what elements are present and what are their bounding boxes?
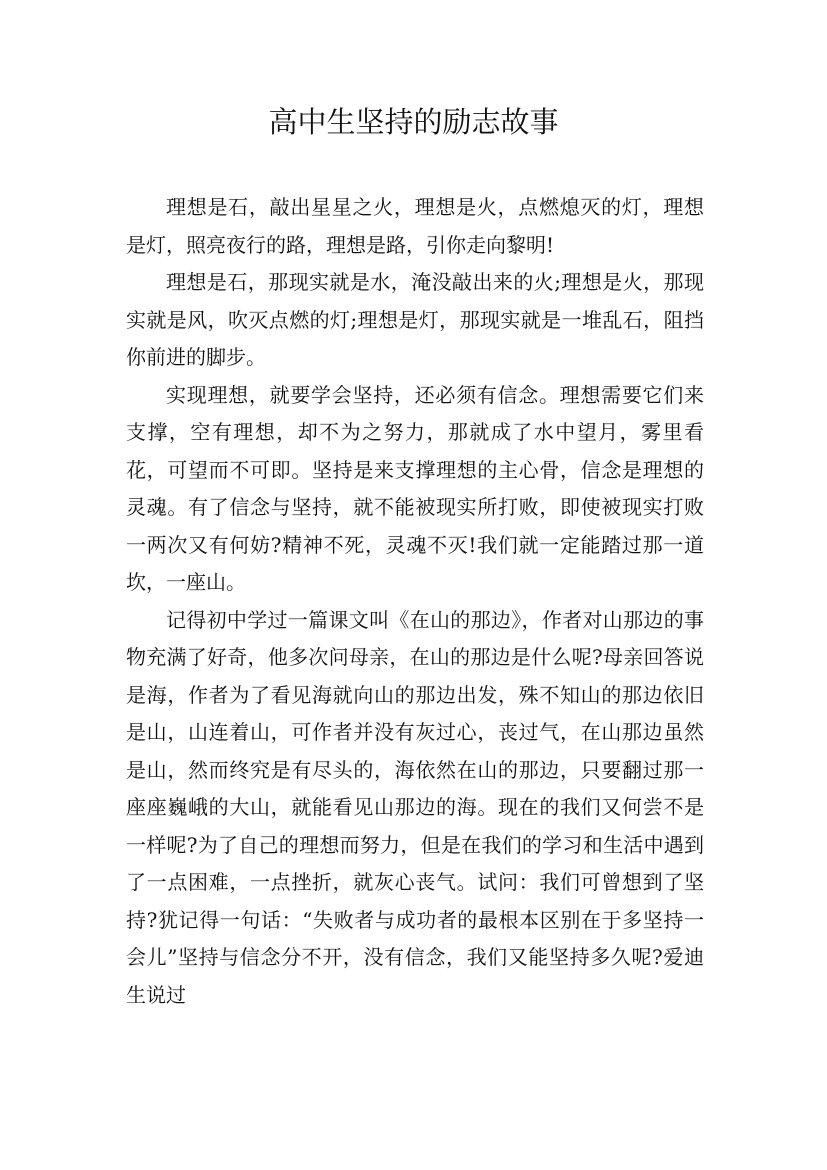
paragraph-3: 实现理想，就要学会坚持，还必须有信念。理想需要它们来支撑，空有理想，却不为之努力，那就成了水中望月，雾里看花，可望而不可即。坚持是来支撑理想的主心骨，信念是理想的灵魂。有了信念与坚持，就不能被现实所打败，即使被现实打败一两次又有何妨?精神不死，灵魂不灭!我们就一定能踏过那一道坎，一座山。 [126,382,704,594]
document-body [126,189,704,1014]
paragraph-4: 记得初中学过一篇课文叫《在山的那边》，作者对山那边的事物充满了好奇，他多次问母亲，在山的那边是什么呢?母亲回答说是海，作者为了看见海就向山的那边出发，殊不知山的那边依旧是山，山连着山，可作者并没有灰过心，丧过气，在山那边虽然是山，然而终究是有尽头的，海依然在山的那边，只要翻过那一座座巍峨的大山，就能看见山那边的海。现在的我们又何尝不是一样呢?为了自己的理想而努力，但是在我们的学习和生活中遇到了一点困难，一点挫折，就灰心丧气。试问：我们可曾想到了坚持?犹记得一句话：“失败者与成功者的最根本区别在于多坚持一会儿”坚持与信念分不开，没有信念，我们又能坚持多久呢?爱迪生说过 [126,607,704,1007]
paragraph-2: 理想是石，那现实就是水，淹没敲出来的火;理想是火，那现实就是风，吹灭点燃的灯;理想是灯，那现实就是一堆乱石，阻挡你前进的脚步。 [126,270,704,369]
paragraph-1: 理想是石，敲出星星之火，理想是火，点燃熄灭的灯，理想是灯，照亮夜行的路，理想是路，引你走向黎明! [126,195,704,257]
document-title: 高中生坚持的励志故事 [268,105,559,139]
